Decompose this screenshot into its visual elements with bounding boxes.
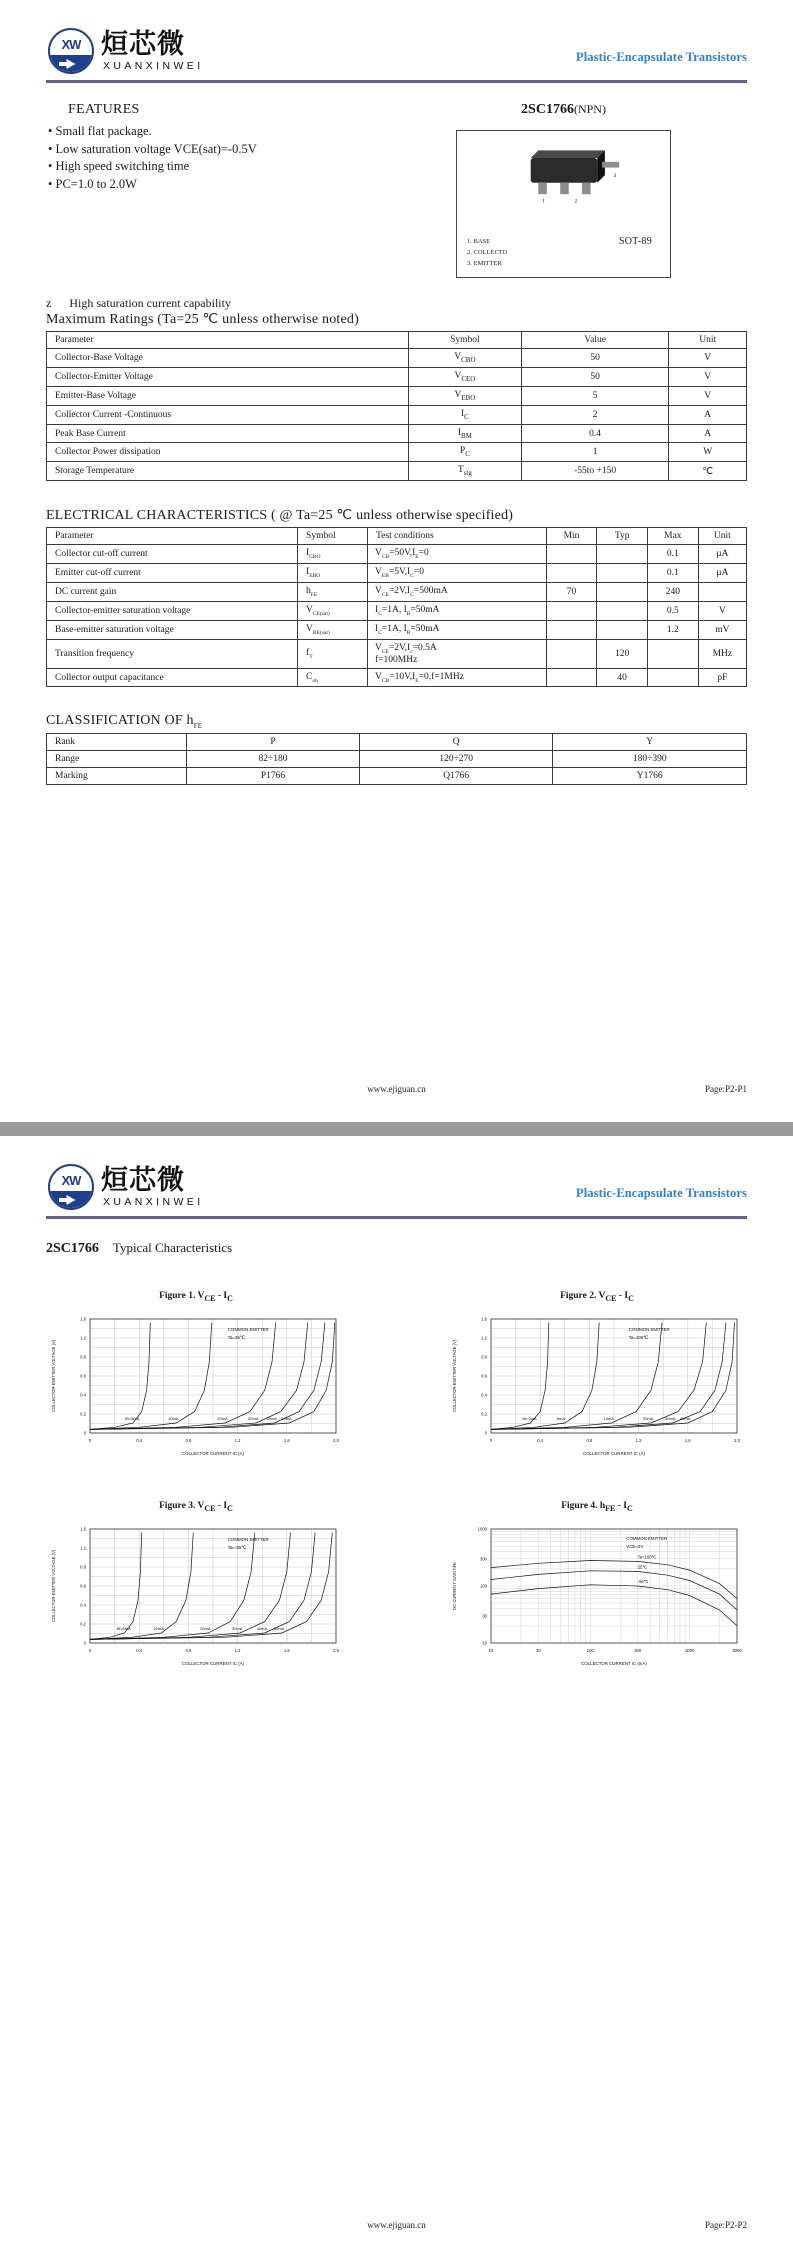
cell-min xyxy=(546,601,597,620)
cell-unit: V xyxy=(669,386,747,405)
svg-text:0: 0 xyxy=(83,1430,86,1436)
max-ratings-table xyxy=(46,331,747,481)
package-outline-icon xyxy=(457,139,670,217)
cell-parameter: Collector-emitter saturation voltage xyxy=(47,601,298,620)
svg-text:10mA: 10mA xyxy=(603,1415,614,1421)
logo-english-name: XUANXINWEI xyxy=(103,59,204,72)
feature-item: • Small flat package. xyxy=(46,123,446,141)
feature-item: • PC=1.0 to 2.0W xyxy=(46,176,446,194)
svg-text:0: 0 xyxy=(484,1430,487,1436)
svg-text:Ta=100℃: Ta=100℃ xyxy=(637,1554,657,1560)
classification-title-text: CLASSIFICATION OF h xyxy=(46,713,194,729)
table-row xyxy=(47,564,747,583)
svg-text:5mA: 5mA xyxy=(556,1415,566,1421)
svg-text:1000: 1000 xyxy=(684,1647,695,1653)
company-logo xyxy=(48,1164,204,1210)
cell-symbol: $f_T$ xyxy=(298,639,368,668)
svg-text:30mA: 30mA xyxy=(232,1625,243,1631)
table-row xyxy=(47,734,747,751)
cell-test-conditions: $V_{CB}=50V,I_E=0$ xyxy=(368,545,547,564)
cell-typ xyxy=(597,583,648,602)
col-parameter: Parameter xyxy=(47,332,409,349)
package-case-name: SOT-89 xyxy=(618,236,652,247)
svg-text:Ta=100℃: Ta=100℃ xyxy=(628,1334,649,1340)
svg-text:30mA: 30mA xyxy=(665,1415,676,1421)
cell-parameter: Collector cut-off current xyxy=(47,545,298,564)
svg-text:30: 30 xyxy=(536,1647,541,1653)
cell-value: Y1766 xyxy=(553,768,747,785)
note-marker: z xyxy=(46,296,52,310)
part-number: 2SC1766 xyxy=(521,102,574,117)
svg-text:1: 1 xyxy=(542,198,545,205)
table-row xyxy=(47,583,747,602)
col-unit: Unit xyxy=(698,528,746,545)
table-row xyxy=(47,620,747,639)
cell-value: P1766 xyxy=(187,768,360,785)
cell-unit: ℃ xyxy=(669,462,747,481)
cell-unit: mV xyxy=(698,620,746,639)
svg-text:VCE=2V: VCE=2V xyxy=(626,1543,644,1549)
page-2-title xyxy=(46,1240,747,1257)
cell-min: 70 xyxy=(546,583,597,602)
cell-parameter: Collector-Emitter Voltage xyxy=(47,367,409,386)
cell-min xyxy=(546,639,597,668)
svg-text:300: 300 xyxy=(634,1647,642,1653)
cell-min xyxy=(546,668,597,687)
svg-text:1.2: 1.2 xyxy=(234,1647,241,1653)
footer-page-number: Page:P2-P2 xyxy=(704,2220,747,2230)
package-drawing-box xyxy=(456,130,671,278)
svg-text:0.4: 0.4 xyxy=(136,1647,143,1653)
cell-symbol: $V_{EBO}$ xyxy=(408,386,521,405)
col-typ: Typ xyxy=(597,528,648,545)
cell-value: 1 xyxy=(521,443,669,462)
svg-text:0.6: 0.6 xyxy=(80,1373,86,1379)
table-header-row xyxy=(47,332,747,349)
svg-text:0.4: 0.4 xyxy=(80,1602,86,1608)
svg-text:50mA: 50mA xyxy=(281,1415,292,1421)
svg-text:COMMON EMITTER: COMMON EMITTER xyxy=(227,1536,269,1542)
table-row xyxy=(47,386,747,405)
svg-text:1.2: 1.2 xyxy=(234,1437,241,1443)
svg-text:0.8: 0.8 xyxy=(185,1437,192,1443)
svg-text:10: 10 xyxy=(488,1647,494,1653)
cell-parameter: Collector Power dissipation xyxy=(47,443,409,462)
classification-title xyxy=(46,713,747,730)
svg-text:Ta=25℃: Ta=25℃ xyxy=(227,1334,245,1340)
cell-unit: V xyxy=(669,367,747,386)
svg-text:40mA: 40mA xyxy=(679,1415,691,1421)
chart-plot xyxy=(447,1519,747,1669)
svg-text:1000: 1000 xyxy=(477,1526,487,1532)
cell-symbol: $I_{EBO}$ xyxy=(298,564,368,583)
svg-text:30: 30 xyxy=(482,1613,487,1619)
cell-unit xyxy=(698,583,746,602)
part-polarity: (NPN) xyxy=(573,102,606,116)
table-row xyxy=(47,751,747,768)
svg-text:2.0: 2.0 xyxy=(734,1437,740,1443)
page-1-footer xyxy=(46,1084,747,1094)
package-section xyxy=(456,102,671,278)
svg-text:DC CURRENT GAIN hFE: DC CURRENT GAIN hFE xyxy=(452,1561,457,1610)
cell-parameter: Peak Base Current xyxy=(47,424,409,443)
typical-characteristics-label: Typical Characteristics xyxy=(112,1240,233,1255)
svg-text:COMMON EMITTER: COMMON EMITTER xyxy=(626,1535,668,1541)
features-list xyxy=(46,123,446,193)
cell-symbol: $C_{ob}$ xyxy=(298,668,368,687)
table-row xyxy=(47,405,747,424)
svg-text:IB=5mA: IB=5mA xyxy=(125,1415,140,1421)
cell-row-label: Range xyxy=(47,751,187,768)
pin-legend-item: 3. EMITTER xyxy=(467,260,502,267)
cell-symbol: $I_{CBO}$ xyxy=(298,545,368,564)
feature-item: • High speed switching time xyxy=(46,158,446,176)
cell-typ: 40 xyxy=(597,668,648,687)
cell-value: P xyxy=(187,734,360,751)
cell-parameter: Collector Current -Continuous xyxy=(47,405,409,424)
svg-text:0: 0 xyxy=(88,1647,92,1653)
svg-text:1.2: 1.2 xyxy=(80,1335,86,1341)
cell-symbol: $h_{FE}$ xyxy=(298,583,368,602)
features-heading: FEATURES xyxy=(68,102,140,117)
svg-text:10mA: 10mA xyxy=(168,1415,179,1421)
footer-page-number: Page:P2-P1 xyxy=(704,1084,747,1094)
chart-caption: Figure 1. $V_{CE} - I_C$ xyxy=(159,1291,233,1303)
table-row xyxy=(47,545,747,564)
table-row xyxy=(47,367,747,386)
chart-figure-2 xyxy=(447,1291,747,1459)
svg-text:300: 300 xyxy=(480,1556,487,1562)
svg-text:2: 2 xyxy=(574,198,578,205)
cell-typ: 120 xyxy=(597,639,648,668)
svg-text:0.6: 0.6 xyxy=(481,1373,487,1379)
svg-text:3: 3 xyxy=(613,173,617,180)
svg-text:100: 100 xyxy=(586,1647,594,1653)
cell-symbol: $P_C$ xyxy=(408,443,521,462)
logo-chinese-name: 烜芯微 xyxy=(101,1164,185,1196)
svg-text:1.6: 1.6 xyxy=(684,1437,691,1443)
electrical-characteristics-table xyxy=(46,527,747,687)
table-row xyxy=(47,601,747,620)
cell-value: 50 xyxy=(521,349,669,368)
logo-mark-icon xyxy=(48,28,94,74)
svg-text:0: 0 xyxy=(489,1437,493,1443)
cell-parameter: Collector output capacitance xyxy=(47,668,298,687)
svg-text:50mA: 50mA xyxy=(273,1625,285,1631)
svg-text:20mA: 20mA xyxy=(642,1415,654,1421)
cell-typ xyxy=(597,601,648,620)
cell-typ xyxy=(597,620,648,639)
table-row xyxy=(47,462,747,481)
svg-text:0.2: 0.2 xyxy=(80,1411,86,1417)
cell-test-conditions: $V_{EB}=5V,I_C=0$ xyxy=(368,564,547,583)
chart-caption: Figure 3. $V_{CE} - I_C$ xyxy=(159,1500,233,1513)
page-header xyxy=(0,1136,793,1214)
col-min: Min xyxy=(546,528,597,545)
svg-text:COLLECTOR-EMITTER VOLTAGE (V): COLLECTOR-EMITTER VOLTAGE (V) xyxy=(51,1549,56,1622)
chart-figure-1 xyxy=(46,1291,346,1459)
table-row xyxy=(47,668,747,687)
svg-text:0.2: 0.2 xyxy=(80,1621,86,1627)
svg-text:0.8: 0.8 xyxy=(185,1647,192,1653)
saturation-note xyxy=(46,296,747,311)
cell-max: 0.1 xyxy=(648,545,699,564)
cell-value: 0.4 xyxy=(521,424,669,443)
svg-text:0.8: 0.8 xyxy=(586,1437,593,1443)
svg-text:-55℃: -55℃ xyxy=(637,1578,649,1584)
svg-text:0: 0 xyxy=(83,1640,86,1646)
electrical-title: ELECTRICAL CHARACTERISTICS ( @ Ta=25 ℃ unless otherwise specified) xyxy=(46,508,514,524)
pin-legend-item: 1. BASE xyxy=(467,238,491,245)
svg-text:0: 0 xyxy=(88,1437,92,1443)
cell-max: 0.5 xyxy=(648,601,699,620)
svg-text:COLLECTOR CURRENT IC (A): COLLECTOR CURRENT IC (A) xyxy=(181,1660,245,1666)
page-1 xyxy=(0,0,793,1122)
chart-caption: Figure 2. $V_{CE} - I_C$ xyxy=(560,1291,634,1303)
header-divider xyxy=(46,80,747,83)
cell-parameter: Collector-Base Voltage xyxy=(47,349,409,368)
cell-value: Y xyxy=(553,734,747,751)
svg-text:10mA: 10mA xyxy=(153,1625,164,1631)
svg-text:10: 10 xyxy=(482,1640,487,1646)
cell-value: 5 xyxy=(521,386,669,405)
cell-test-conditions: $V_{CE}=2V,I_c=0.5A$ f=100MHz xyxy=(368,639,547,668)
svg-text:0.8: 0.8 xyxy=(80,1354,86,1360)
page-2 xyxy=(0,1136,793,2258)
table-header-row xyxy=(47,528,747,545)
svg-text:1.2: 1.2 xyxy=(80,1545,86,1551)
cell-symbol: $V_{CEO}$ xyxy=(408,367,521,386)
header-title: Plastic-Encapsulate Transistors xyxy=(575,1186,747,1200)
svg-text:0.4: 0.4 xyxy=(481,1392,487,1398)
cell-unit: V xyxy=(698,601,746,620)
footer-website: www.ejiguan.cn xyxy=(367,1084,426,1094)
col-unit: Unit xyxy=(669,332,747,349)
svg-text:0.8: 0.8 xyxy=(481,1354,487,1360)
cell-typ xyxy=(597,545,648,564)
feature-item: • Low saturation voltage VCE(sat)=-0.5V xyxy=(46,141,446,159)
col-value: Value xyxy=(521,332,669,349)
cell-parameter: Emitter cut-off current xyxy=(47,564,298,583)
max-ratings-title: Maximum Ratings (Ta=25 ℃ unless otherwise noted) xyxy=(46,312,359,327)
svg-text:25℃: 25℃ xyxy=(637,1564,648,1570)
cell-value: 120÷270 xyxy=(359,751,553,768)
col-symbol: Symbol xyxy=(298,528,368,545)
chart-plot xyxy=(46,1519,346,1669)
table-row xyxy=(47,768,747,785)
svg-text:40mA: 40mA xyxy=(266,1415,277,1421)
svg-text:COLLECTOR CURRENT IC (A): COLLECTOR CURRENT IC (A) xyxy=(582,1450,646,1456)
svg-text:COLLECTOR CURRENT IC (mA): COLLECTOR CURRENT IC (mA) xyxy=(581,1660,647,1666)
cell-symbol: $V_{CE(sat)}$ xyxy=(298,601,368,620)
svg-text:1.6: 1.6 xyxy=(481,1316,487,1322)
page-2-footer xyxy=(46,2220,747,2230)
header-divider xyxy=(46,1216,747,1219)
svg-text:Ta=-55℃: Ta=-55℃ xyxy=(227,1544,247,1550)
svg-text:2.0: 2.0 xyxy=(333,1437,339,1443)
cell-unit: MHz xyxy=(698,639,746,668)
cell-unit: A xyxy=(669,405,747,424)
classification-title-sub: FE xyxy=(193,722,203,731)
svg-text:0.4: 0.4 xyxy=(80,1392,86,1398)
chart-caption: Figure 4. $h_{FE} - I_C$ xyxy=(561,1500,633,1513)
svg-text:COLLECTOR CURRENT IC (A): COLLECTOR CURRENT IC (A) xyxy=(181,1450,245,1456)
logo-chevron-icon xyxy=(67,1195,76,1205)
cell-row-label: Rank xyxy=(47,734,187,751)
cell-max xyxy=(648,668,699,687)
cell-row-label: Marking xyxy=(47,768,187,785)
cell-parameter: DC current gain xyxy=(47,583,298,602)
svg-text:COMMON EMITTER: COMMON EMITTER xyxy=(227,1326,269,1332)
page-header xyxy=(0,0,793,78)
cell-unit: V xyxy=(669,349,747,368)
footer-website: www.ejiguan.cn xyxy=(367,2220,426,2230)
svg-text:1.6: 1.6 xyxy=(80,1316,86,1322)
svg-text:1.2: 1.2 xyxy=(481,1335,487,1341)
part-number-title xyxy=(456,102,671,118)
charts-section xyxy=(46,1291,747,1669)
logo-chevron-icon xyxy=(67,59,76,69)
cell-unit: W xyxy=(669,443,747,462)
svg-text:0.8: 0.8 xyxy=(80,1564,86,1570)
logo-english-name: XUANXINWEI xyxy=(103,1195,204,1208)
cell-symbol: $V_{CBO}$ xyxy=(408,349,521,368)
features-section xyxy=(46,102,446,278)
cell-value: Q xyxy=(359,734,553,751)
chart-figure-4 xyxy=(447,1501,747,1669)
header-title: Plastic-Encapsulate Transistors xyxy=(575,50,747,64)
col-parameter: Parameter xyxy=(47,528,298,545)
cell-value: 82÷180 xyxy=(187,751,360,768)
cell-test-conditions: $I_C=1A$, $I_B=50mA$ xyxy=(368,601,547,620)
chart-plot xyxy=(46,1309,346,1459)
pin-legend xyxy=(467,236,507,269)
svg-text:COLLECTOR-EMITTER VOLTAGE (V): COLLECTOR-EMITTER VOLTAGE (V) xyxy=(452,1339,457,1413)
cell-unit: pF xyxy=(698,668,746,687)
cell-unit: A xyxy=(669,424,747,443)
cell-value: -55to +150 xyxy=(521,462,669,481)
cell-typ xyxy=(597,564,648,583)
svg-text:IB=5mA: IB=5mA xyxy=(116,1625,131,1631)
svg-text:IB=3mA: IB=3mA xyxy=(522,1415,537,1421)
classification-table xyxy=(46,733,747,785)
cell-test-conditions: $I_C=1A$, $I_B=50mA$ xyxy=(368,620,547,639)
cell-value: 180÷390 xyxy=(553,751,747,768)
cell-symbol: $I_{BM}$ xyxy=(408,424,521,443)
cell-test-conditions: $V_{CE}=2V,I_C=500mA$ xyxy=(368,583,547,602)
logo-mark-text: XW xyxy=(61,1173,81,1188)
col-symbol: Symbol xyxy=(408,332,521,349)
svg-text:20mA: 20mA xyxy=(217,1415,228,1421)
table-row xyxy=(47,424,747,443)
svg-text:20mA: 20mA xyxy=(200,1625,211,1631)
svg-text:COMMON EMITTER: COMMON EMITTER xyxy=(628,1326,670,1332)
svg-text:0.4: 0.4 xyxy=(136,1437,143,1443)
cell-parameter: Emitter-Base Voltage xyxy=(47,386,409,405)
cell-value: 2 xyxy=(521,405,669,424)
svg-text:1.6: 1.6 xyxy=(80,1526,86,1532)
cell-max: 1.2 xyxy=(648,620,699,639)
chart-plot xyxy=(447,1309,747,1459)
cell-symbol: $V_{BE(sat)}$ xyxy=(298,620,368,639)
cell-symbol: $T_{stg}$ xyxy=(408,462,521,481)
cell-parameter: Transition frequency xyxy=(47,639,298,668)
logo-mark-text: XW xyxy=(61,37,81,52)
cell-parameter: Storage Temperature xyxy=(47,462,409,481)
cell-max: 0.1 xyxy=(648,564,699,583)
svg-text:3000: 3000 xyxy=(732,1647,742,1653)
col-max: Max xyxy=(648,528,699,545)
table-row xyxy=(47,443,747,462)
svg-text:30mA: 30mA xyxy=(248,1415,259,1421)
svg-text:COLLECTOR-EMITTER VOLTAGE (V): COLLECTOR-EMITTER VOLTAGE (V) xyxy=(51,1339,56,1413)
cell-value: 50 xyxy=(521,367,669,386)
svg-text:100: 100 xyxy=(480,1583,487,1589)
cell-unit: µA xyxy=(698,545,746,564)
svg-text:40mA: 40mA xyxy=(256,1625,268,1631)
logo-mark-icon xyxy=(48,1164,94,1210)
cell-unit: µA xyxy=(698,564,746,583)
cell-test-conditions: $V_{CB}=10V,I_E=0,f=1MHz$ xyxy=(368,668,547,687)
cell-parameter: Base-emitter saturation voltage xyxy=(47,620,298,639)
cell-max: 240 xyxy=(648,583,699,602)
cell-value: Q1766 xyxy=(359,768,553,785)
svg-text:2.0: 2.0 xyxy=(333,1647,339,1653)
logo-chinese-name: 烜芯微 xyxy=(101,28,185,60)
cell-max xyxy=(648,639,699,668)
col-test-conditions: Test conditions xyxy=(368,528,547,545)
svg-text:1.2: 1.2 xyxy=(635,1437,642,1443)
cell-min xyxy=(546,564,597,583)
cell-min xyxy=(546,620,597,639)
part-number: 2SC1766 xyxy=(46,1241,99,1256)
company-logo xyxy=(48,28,204,74)
cell-min xyxy=(546,545,597,564)
note-text: High saturation current capability xyxy=(69,296,231,310)
svg-text:0.4: 0.4 xyxy=(537,1437,544,1443)
svg-text:1.6: 1.6 xyxy=(283,1437,290,1443)
cell-symbol: $I_C$ xyxy=(408,405,521,424)
table-row xyxy=(47,349,747,368)
table-row xyxy=(47,639,747,668)
svg-text:0.2: 0.2 xyxy=(481,1411,487,1417)
pin-legend-item: 2. COLLECTO xyxy=(467,249,508,256)
chart-figure-3 xyxy=(46,1501,346,1669)
svg-text:1.6: 1.6 xyxy=(283,1647,290,1653)
svg-text:0.6: 0.6 xyxy=(80,1583,86,1589)
